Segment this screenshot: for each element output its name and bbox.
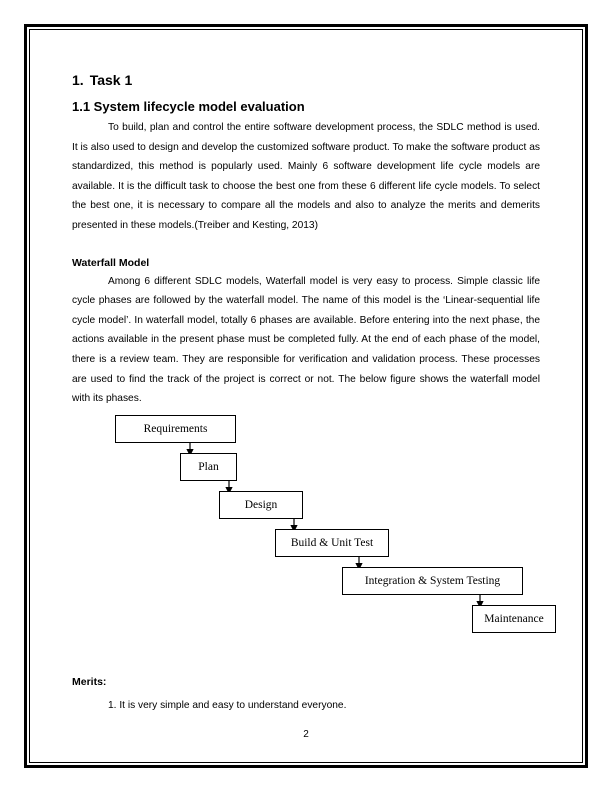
page-number: 2 [303,729,309,740]
phase-maintenance: Maintenance [472,605,556,633]
document-content [72,70,544,715]
merit-item: 1. It is very simple and easy to understand everyone. [108,699,347,711]
phase-design: Design [219,491,303,519]
phase-build-unit-test: Build & Unit Test [275,529,389,557]
section-title: Task 1 [89,72,133,88]
phase-requirements: Requirements [115,415,236,443]
phase-integration-system-testing: Integration & System Testing [342,567,523,595]
intro-paragraph: To build, plan and control the entire software development process, the SDLC method is used. It is also used to design and develop the customized software product. To make the software product as standardized, this method is popularly used. Mainly 6 software development life cycle models are available. It is the difficult task to choose the best one from these 6 different life cycle models. To select the best one, it is necessary to compare all the models and also to analyze the merits and demerits presented in these models.(Treiber and Kesting, 2013) [72,122,540,231]
section-heading-task [72,70,540,90]
merits-heading: Merits: [72,675,107,688]
waterfall-paragraph: Among 6 different SDLC models, Waterfall model is very easy to process. Simple classic life cycle phases are followed by the waterfall model. The name of this model is the ‘Linear-sequential life cycle model’. In waterfall model, totally 6 phases are available. Before entering into the next phase, the actions available in the present phase must be completed fully. At the end of each phase of the model, there is a review team. They are responsible for verification and validation process. These processes are used to find the track of the project is correct or not. The below figure shows the waterfall model with its phases. [72,275,540,405]
section-number: 1. [72,72,84,88]
waterfall-diagram [72,413,544,663]
waterfall-heading: Waterfall Model [72,256,150,269]
subsection-heading: 1.1 System lifecycle model evaluation [72,99,305,114]
phase-plan: Plan [180,453,237,481]
